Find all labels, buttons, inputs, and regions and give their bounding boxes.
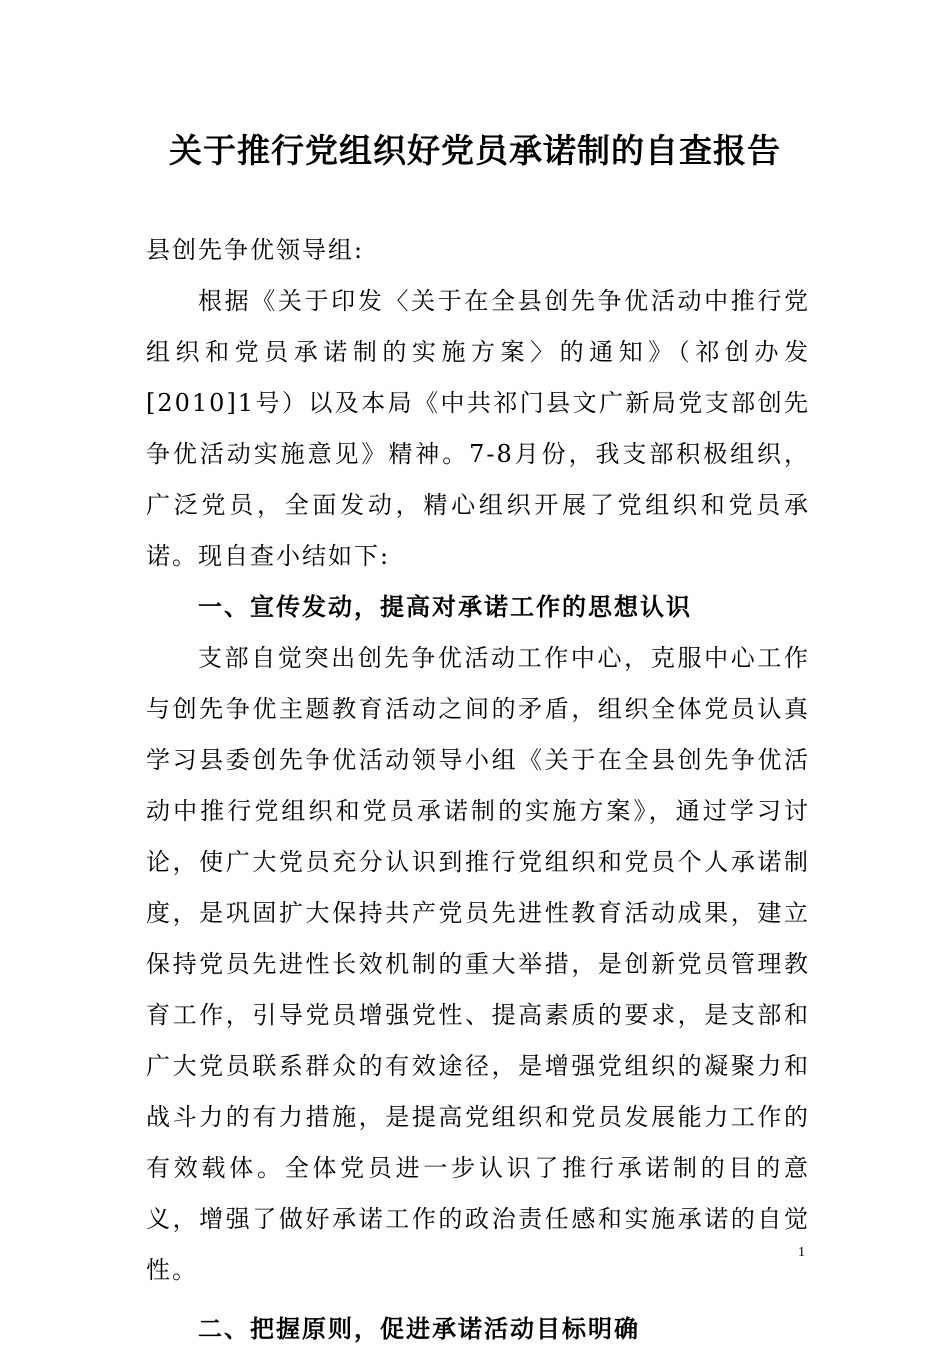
document-body — [146, 225, 810, 1355]
section-1-paragraph: 支部自觉突出创先争优活动工作中心，克服中心工作与创先争优主题教育活动之间的矛盾，组织全体党员认真学习县委创先争优活动领导小组《关于在全县创先争优活动中推行党组织和党员承诺制的实施方案》，通过学习讨论，使广大党员充分认识到推行党组织和党员个人承诺制度，是巩固扩大保持共产党员先进性教育活动成果，建立保持党员先进性长效机制的重大举措，是创新党员管理教育工作，引导党员增强党性、提高素质的要求，是支部和广大党员联系群众的有效途径，是增强党组织的凝聚力和战斗力的有力措施，是提高党组织和党员发展能力工作的有效载体。全体党员进一步认识了推行承诺制的目的意义，增强了做好承诺工作的政治责任感和实施承诺的自觉性。 — [146, 644, 810, 1284]
intro-paragraph: 根据《关于印发〈关于在全县创先争优活动中推行党组织和党员承诺制的实施方案〉的通知》（祁创办发[2010]1号）以及本局《中共祁门县文广新局党支部创先争优活动实施意见》精神。7-8月份，我支部积极组织，广泛党员，全面发动，精心组织开展了党组织和党员承诺。现自查小结如下: — [146, 287, 810, 570]
document-title: 关于推行党组织好党员承诺制的自查报告 — [169, 131, 781, 170]
salutation: 县创先争优领导组: — [146, 236, 365, 264]
section-heading-1: 一、宣传发动，提高对承诺工作的思想认识 — [198, 593, 692, 621]
section-heading-2: 二、把握原则，促进承诺活动目标明确 — [198, 1315, 640, 1343]
page-number: 1 — [798, 1245, 805, 1260]
